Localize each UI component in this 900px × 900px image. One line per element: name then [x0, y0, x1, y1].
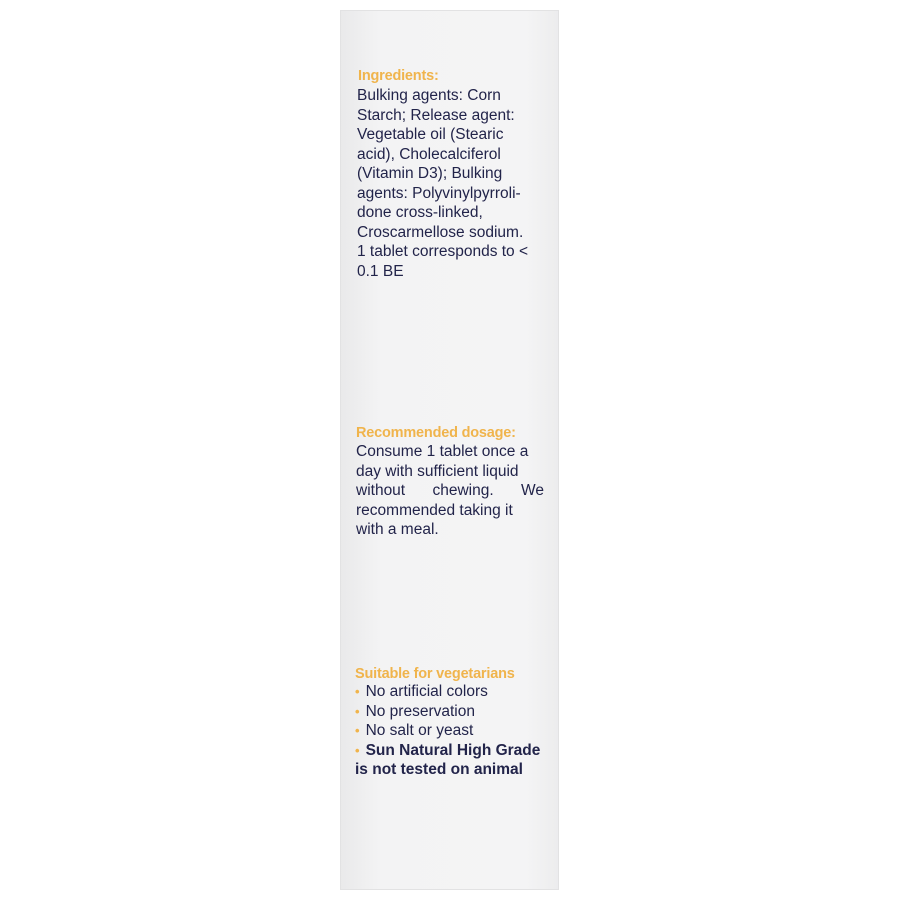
bullet-icon: •: [355, 703, 360, 719]
list-item: [355, 682, 555, 702]
list-item: [355, 721, 555, 741]
bullet-icon: •: [355, 723, 360, 738]
dosage-line: [356, 481, 544, 501]
suitable-list: [355, 682, 555, 780]
dosage-line: with a meal.: [356, 521, 439, 538]
ingredients-line: 0.1 BE: [357, 262, 404, 280]
ingredients-line: 1 tablet corresponds to <: [357, 243, 529, 260]
dosage-word: chewing.: [432, 482, 494, 499]
dosage-line: day with sufficient liquid: [356, 462, 519, 480]
list-item-text: No artificial colors: [365, 683, 488, 700]
ingredients-line: agents: Polyvinylpyrroli-: [357, 184, 521, 202]
dosage-heading: Recommended dosage:: [356, 425, 516, 441]
list-item-text: No salt or yeast: [365, 722, 474, 739]
product-side-panel: [340, 10, 559, 890]
list-item: [355, 741, 555, 761]
list-item-text: No preservation: [365, 702, 475, 720]
dosage-line: Consume 1 tablet once a: [356, 443, 529, 460]
list-item-text: Sun Natural High Grade: [365, 741, 541, 759]
suitable-heading: Suitable for vegetarians: [355, 666, 515, 682]
ingredients-line: Croscarmellose sodium.: [357, 223, 524, 241]
ingredients-line: done cross-linked,: [357, 204, 483, 221]
ingredients-text: [357, 86, 547, 281]
dosage-line: recommended taking it: [356, 501, 513, 519]
bullet-icon: •: [355, 742, 360, 758]
ingredients-line: (Vitamin D3); Bulking: [357, 165, 503, 182]
dosage-word: without: [356, 482, 406, 499]
ingredients-line: Bulking agents: Corn: [357, 87, 501, 104]
ingredients-line: Starch; Release agent:: [357, 106, 515, 124]
list-item: [355, 702, 555, 722]
ingredients-line: acid), Cholecalciferol: [357, 145, 501, 163]
bullet-icon: •: [355, 684, 360, 699]
ingredients-line: Vegetable oil (Stearic: [357, 126, 504, 143]
dosage-word: We: [521, 482, 544, 499]
dosage-text: [356, 442, 544, 540]
ingredients-heading: Ingredients:: [358, 68, 439, 84]
animal-testing-line: is not tested on animal: [355, 761, 523, 778]
